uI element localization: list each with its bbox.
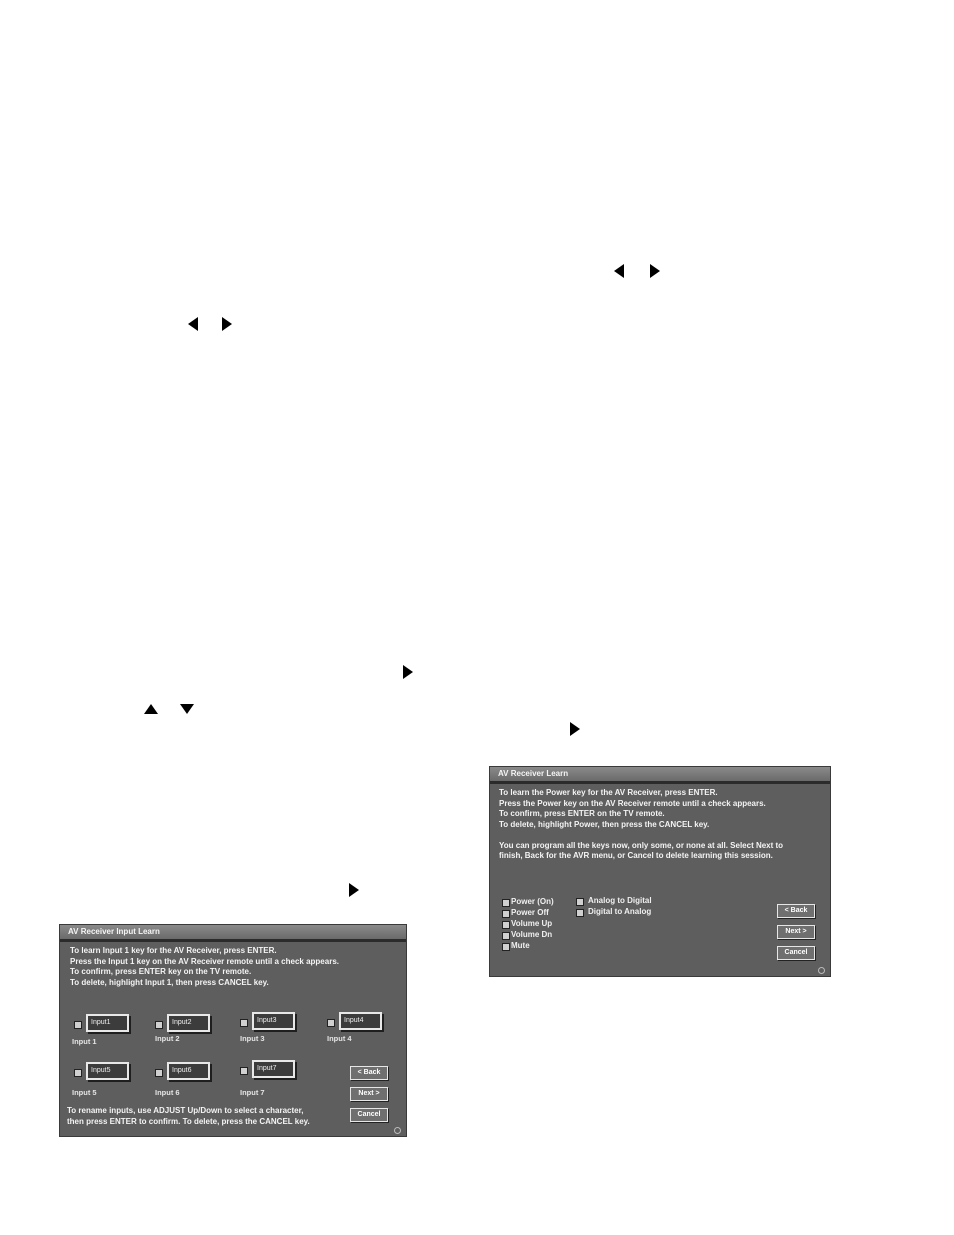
dialog-instructions — [60, 942, 406, 992]
back-button[interactable]: < Back — [777, 904, 815, 918]
mute-label: Mute — [511, 941, 530, 950]
right-arrow-icon — [349, 883, 359, 897]
instruction-line: To confirm, press ENTER key on the TV remote. — [70, 967, 252, 976]
input2-checkbox[interactable] — [155, 1021, 163, 1029]
volume-down-checkbox[interactable] — [502, 932, 510, 940]
instruction-line: Press the Power key on the AV Receiver remote until a check appears. — [499, 798, 766, 808]
right-arrow-icon — [403, 665, 413, 679]
instruction-line — [499, 830, 820, 841]
digital-to-analog-label: Digital to Analog — [588, 907, 652, 916]
learn-dialog — [489, 766, 831, 977]
input6-checkbox[interactable] — [155, 1069, 163, 1077]
instruction-line: finish, Back for the AVR menu, or Cancel to delete learning this session. — [499, 851, 773, 860]
corner-icon — [394, 1127, 401, 1134]
instruction-line: To learn the Power key for the AV Receiver, press ENTER. — [499, 788, 718, 797]
input1-name-field[interactable]: Input1 — [86, 1014, 129, 1032]
cancel-button[interactable]: Cancel — [350, 1108, 388, 1122]
input6-name-field[interactable]: Input6 — [167, 1062, 210, 1080]
down-arrow-icon — [180, 704, 194, 714]
input-learn-dialog — [59, 924, 407, 1137]
dialog-title: AV Receiver Learn — [490, 767, 830, 784]
rename-instructions — [67, 1106, 310, 1127]
next-button[interactable]: Next > — [350, 1087, 388, 1101]
instruction-line: You can program all the keys now, only some, or none at all. Select Next to — [499, 840, 784, 850]
power-off-label: Power Off — [511, 908, 549, 917]
input1-label: Input 1 — [72, 1037, 97, 1046]
back-button[interactable]: < Back — [350, 1066, 388, 1080]
instruction-line: To confirm, press ENTER on the TV remote. — [499, 809, 665, 818]
instruction-line: To learn Input 1 key for the AV Receiver, press ENTER. — [70, 946, 277, 955]
instruction-line: Press the Input 1 key on the AV Receiver remote until a check appears. — [70, 956, 339, 966]
input3-label: Input 3 — [240, 1034, 265, 1043]
input7-checkbox[interactable] — [240, 1067, 248, 1075]
cancel-button[interactable]: Cancel — [777, 946, 815, 960]
power-on-checkbox[interactable] — [502, 899, 510, 907]
volume-up-checkbox[interactable] — [502, 921, 510, 929]
dialog-instructions — [490, 784, 830, 866]
analog-to-digital-label: Analog to Digital — [588, 896, 652, 905]
input7-label: Input 7 — [240, 1088, 265, 1097]
input5-checkbox[interactable] — [74, 1069, 82, 1077]
left-arrow-icon — [614, 264, 624, 278]
input1-checkbox[interactable] — [74, 1021, 82, 1029]
instruction-line: To delete, highlight Power, then press the CANCEL key. — [499, 819, 710, 829]
input5-name-field[interactable]: Input5 — [86, 1062, 129, 1080]
right-arrow-icon — [570, 722, 580, 736]
footer-line: To rename inputs, use ADJUST Up/Down to select a character, — [67, 1106, 304, 1115]
power-off-checkbox[interactable] — [502, 910, 510, 918]
input4-name-field[interactable]: Input4 — [339, 1012, 382, 1030]
corner-icon — [818, 967, 825, 974]
digital-to-analog-checkbox[interactable] — [576, 909, 584, 917]
input7-name-field[interactable]: Input7 — [252, 1060, 295, 1078]
up-arrow-icon — [144, 704, 158, 714]
instruction-line: To delete, highlight Input 1, then press CANCEL key. — [70, 977, 269, 987]
input3-checkbox[interactable] — [240, 1019, 248, 1027]
input4-label: Input 4 — [327, 1034, 352, 1043]
mute-checkbox[interactable] — [502, 943, 510, 951]
input2-label: Input 2 — [155, 1034, 180, 1043]
left-arrow-icon — [188, 317, 198, 331]
volume-down-label: Volume Dn — [511, 930, 553, 939]
dialog-title: AV Receiver Input Learn — [60, 925, 406, 942]
right-arrow-icon — [650, 264, 660, 278]
analog-to-digital-checkbox[interactable] — [576, 898, 584, 906]
right-arrow-icon — [222, 317, 232, 331]
volume-up-label: Volume Up — [511, 919, 553, 928]
next-button[interactable]: Next > — [777, 925, 815, 939]
input3-name-field[interactable]: Input3 — [252, 1012, 295, 1030]
power-on-label: Power (On) — [511, 897, 554, 906]
footer-line: then press ENTER to confirm. To delete, press the CANCEL key. — [67, 1116, 310, 1126]
input6-label: Input 6 — [155, 1088, 180, 1097]
input4-checkbox[interactable] — [327, 1019, 335, 1027]
input5-label: Input 5 — [72, 1088, 97, 1097]
input2-name-field[interactable]: Input2 — [167, 1014, 210, 1032]
